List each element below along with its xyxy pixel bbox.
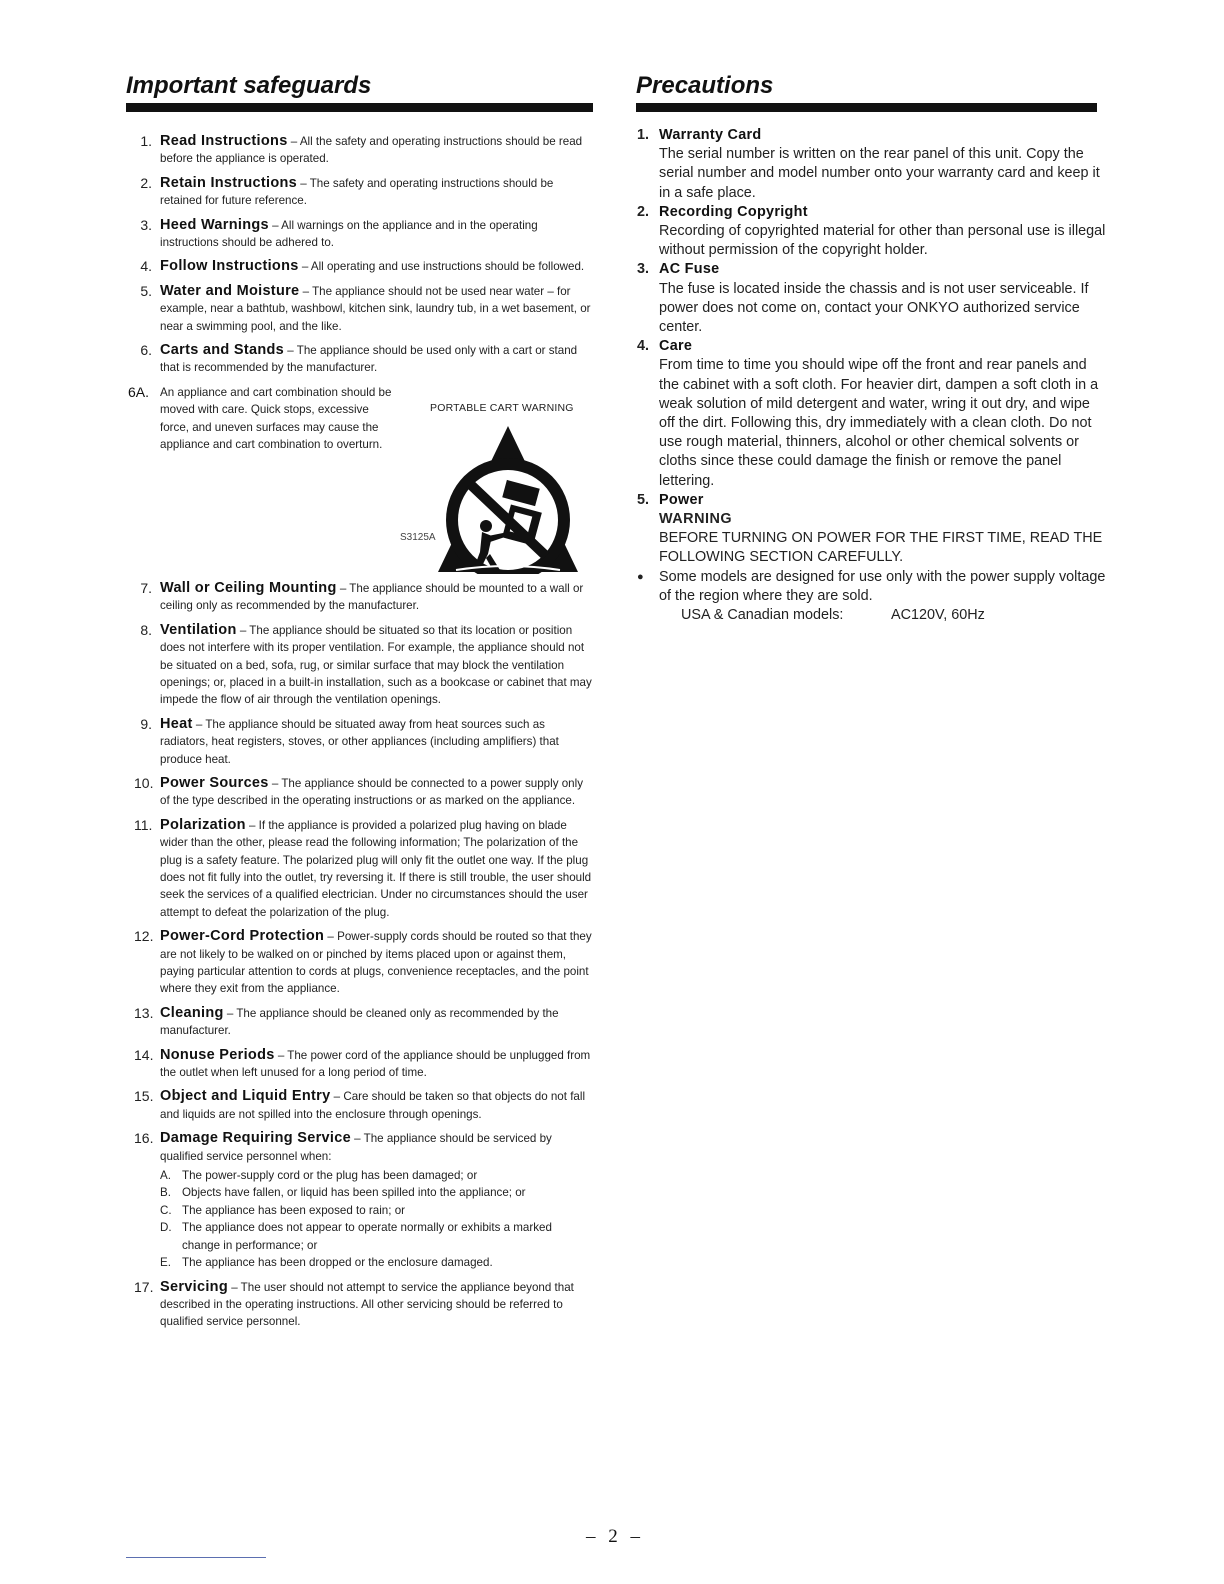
item-body: – If the appliance is provided a polarized plug having on blade wider than the other, please read the following information; The polarization of the plug is a safety feature. The polarized plug will only fit the outlet one way. If the plug does not fit fully into the outlet, try reversing it. If there is still trouble, the user should seek the services of a qualified electrician. Under no circumstances should the user attempt to defeat the polarization of the plug. bbox=[160, 818, 592, 919]
item-body: – The user should not attempt to service the appliance beyond that described in the operating instructions. All other servicing should be referred to qualified service personnel. bbox=[160, 1280, 574, 1329]
item-heading: Water and Moisture bbox=[160, 282, 300, 299]
item-number: 5. bbox=[637, 491, 650, 508]
page-number: – 2 – bbox=[586, 1526, 644, 1547]
item-body: – The appliance should be situated away from heat sources such as radiators, heat registers, stoves, or other appliances (including amplifiers) that produce heat. bbox=[160, 717, 559, 766]
item-body: – The appliance should be situated so that its location or position does not interfere with its proper ventilation. For example, the appliance should not be situated on a bed, sofa, rug, or similar surface that may block the ventilation openings; or, placed in a built-in installation, such as a bookcase or cabinet that may impede the flow of air through the ventilation openings. bbox=[160, 623, 592, 707]
precaution-item bbox=[637, 337, 1107, 491]
item-number: 12. bbox=[134, 928, 154, 945]
item-body: – The appliance should be used only with a cart or stand that is recommended by the manufacturer. bbox=[160, 344, 578, 375]
item-body: From time to time you should wipe off the front and rear panels and the cabinet with a soft cloth. For heavier dirt, dampen a soft cloth in a weak solution of mild detergent and water, wring it out dry, and wipe off the dirt. Following this, dry immediately with a clean cloth. Do not use rough material, thinners, alcohol or other chemical solvents or cloths since these could damage the finish or remove the panel lettering. bbox=[659, 357, 1099, 489]
safeguard-item bbox=[134, 1047, 592, 1082]
item-body: The fuse is located inside the chassis and is not user serviceable. If power does not come on, contact your ONKYO authorized service center. bbox=[659, 280, 1089, 336]
safeguard-item bbox=[134, 1279, 592, 1331]
item-heading: Heed Warnings bbox=[160, 216, 269, 233]
model-voltage-value: AC120V, 60Hz bbox=[891, 607, 985, 624]
precaution-item bbox=[637, 260, 1107, 337]
item-heading: Polarization bbox=[160, 816, 246, 833]
item-number: 6. bbox=[140, 342, 152, 359]
item-heading: Read Instructions bbox=[160, 133, 288, 149]
item-body: – The appliance should not be used near water – for example, near a bathtub, washbowl, kitchen sink, laundry tub, in a wet basement, or near a swimming pool, and the like. bbox=[160, 284, 591, 333]
left-title-rule bbox=[126, 103, 593, 112]
item-number: 9. bbox=[140, 715, 152, 732]
item-number: 2. bbox=[637, 203, 650, 220]
sub-letter: A. bbox=[160, 1169, 171, 1183]
item-body: – The power cord of the appliance should be unplugged from the outlet when left unused for a long period of time. bbox=[160, 1048, 591, 1080]
safeguard-item bbox=[134, 217, 592, 252]
item-heading: Carts and Stands bbox=[160, 342, 285, 359]
item-number: 6A. bbox=[128, 383, 150, 400]
sub-text: The appliance does not appear to operate normally or exhibits a marked change in performance; or bbox=[182, 1221, 552, 1252]
item-number: 4. bbox=[637, 338, 650, 355]
item-number: 3. bbox=[140, 216, 152, 233]
sub-item bbox=[160, 1202, 592, 1219]
item-number: 1. bbox=[637, 127, 650, 143]
item-number: 17. bbox=[134, 1278, 154, 1295]
safeguard-item bbox=[134, 622, 592, 709]
item-heading: Power-Cord Protection bbox=[160, 928, 325, 945]
sub-letter: E. bbox=[160, 1256, 171, 1270]
item-heading: Retain Instructions bbox=[160, 174, 298, 191]
precaution-item bbox=[637, 203, 1107, 261]
item-number: 1. bbox=[140, 133, 152, 149]
item-number: 13. bbox=[134, 1004, 154, 1021]
item-number: 7. bbox=[140, 579, 152, 596]
item-heading: Power Sources bbox=[160, 774, 269, 791]
item-heading: Ventilation bbox=[160, 621, 237, 638]
item-number: 16. bbox=[134, 1130, 154, 1147]
cart-symbol-code: S3125A bbox=[400, 531, 436, 543]
power-warning-text: BEFORE TURNING ON POWER FOR THE FIRST TIME, READ THE FOLLOWING SECTION CAREFULLY. bbox=[659, 530, 1103, 566]
sub-item bbox=[160, 1167, 592, 1184]
power-supply-note bbox=[637, 568, 1107, 626]
item-body: – The appliance should be connected to a power supply only of the type described in the operating instructions or as marked on the appliance. bbox=[160, 776, 583, 808]
sub-letter: D. bbox=[160, 1221, 172, 1235]
item-number: 5. bbox=[140, 282, 152, 299]
sub-letter: B. bbox=[160, 1186, 171, 1200]
item-body: – All warnings on the appliance and in the operating instructions should be adhered to. bbox=[160, 218, 538, 250]
sub-text: The appliance has been dropped or the enclosure damaged. bbox=[182, 1256, 493, 1270]
item-heading: Wall or Ceiling Mounting bbox=[160, 579, 337, 596]
sub-text: Objects have fallen, or liquid has been spilled into the appliance; or bbox=[182, 1186, 526, 1200]
precautions-list bbox=[637, 126, 1107, 625]
safeguard-item bbox=[134, 817, 592, 921]
bullet-icon: ● bbox=[637, 570, 644, 583]
item-body: Recording of copyrighted material for other than personal use is illegal without permission of the copyright holder. bbox=[659, 223, 1106, 259]
precaution-item bbox=[637, 126, 1107, 203]
item-heading: Cleaning bbox=[160, 1004, 224, 1021]
sub-item bbox=[160, 1254, 592, 1271]
item-body: – The appliance should be serviced by qualified service personnel when: bbox=[160, 1132, 552, 1163]
safeguard-item bbox=[134, 283, 592, 335]
power-warning-heading: WARNING bbox=[659, 511, 733, 528]
item-number: 4. bbox=[140, 258, 152, 275]
item-heading: Heat bbox=[160, 715, 193, 732]
item-body: – Care should be taken so that objects do not fall and liquids are not spilled into the enclosure through openings. bbox=[160, 1090, 586, 1121]
item-heading: Follow Instructions bbox=[160, 258, 299, 275]
item-heading: AC Fuse bbox=[659, 261, 720, 278]
safeguard-item bbox=[134, 175, 592, 210]
safeguard-item bbox=[134, 258, 592, 275]
safeguard-item bbox=[134, 133, 592, 168]
item-number: 10. bbox=[134, 774, 154, 791]
item-heading: Object and Liquid Entry bbox=[160, 1088, 331, 1105]
safeguard-item bbox=[134, 1005, 592, 1040]
item-heading: Servicing bbox=[160, 1278, 228, 1295]
item-heading: Damage Requiring Service bbox=[160, 1130, 351, 1147]
right-title-rule bbox=[636, 103, 1097, 112]
tipping-cart-icon bbox=[436, 424, 580, 574]
sub-item bbox=[160, 1219, 592, 1254]
sub-item bbox=[160, 1184, 592, 1201]
item-heading: Care bbox=[659, 338, 693, 355]
footer-divider bbox=[126, 1557, 266, 1558]
item-number: 8. bbox=[140, 621, 152, 638]
item-body: – All operating and use instructions should be followed. bbox=[298, 260, 585, 274]
item-number: 11. bbox=[134, 816, 153, 833]
safeguard-item bbox=[134, 716, 592, 768]
safeguard-item bbox=[134, 580, 592, 615]
item-number: 15. bbox=[134, 1088, 154, 1105]
sub-text: The power-supply cord or the plug has been damaged; or bbox=[182, 1169, 478, 1183]
item-heading: Recording Copyright bbox=[659, 203, 808, 220]
service-conditions-list bbox=[160, 1167, 592, 1271]
item-body: – All the safety and operating instructions should be read before the appliance is operated. bbox=[160, 135, 583, 166]
model-region-label: USA & Canadian models: bbox=[681, 607, 844, 624]
item-body: – Power-supply cords should be routed so that they are not likely to be walked on or pinched by items placed upon or against them, paying particular attention to cords at plugs, convenience receptacles, and the point where they exit from the appliance. bbox=[160, 930, 592, 996]
cart-warning-block bbox=[128, 383, 592, 580]
power-precaution bbox=[637, 491, 1107, 568]
item-heading: Power bbox=[659, 491, 704, 508]
safeguards-list bbox=[128, 133, 592, 1331]
portable-cart-warning-label: PORTABLE CART WARNING bbox=[430, 401, 574, 414]
sub-letter: C. bbox=[160, 1203, 172, 1217]
item-body: – The appliance should be mounted to a wall or ceiling only as recommended by the manufacturer. bbox=[160, 581, 584, 613]
model-voltage-row bbox=[659, 606, 1107, 625]
safeguard-item bbox=[134, 1130, 592, 1271]
power-supply-text: Some models are designed for use only with the power supply voltage of the region where they are sold. bbox=[659, 568, 1106, 604]
safeguard-item bbox=[134, 775, 592, 810]
item-heading: Warranty Card bbox=[659, 127, 762, 143]
safeguard-item bbox=[134, 1088, 592, 1123]
safeguard-item bbox=[134, 928, 592, 998]
item-body: – The safety and operating instructions should be retained for future reference. bbox=[160, 176, 554, 208]
item-number: 2. bbox=[140, 174, 152, 191]
safeguard-item bbox=[134, 342, 592, 377]
important-safeguards-title: Important safeguards bbox=[126, 72, 372, 99]
item-body: The serial number is written on the rear panel of this unit. Copy the serial number and model number onto your warranty card and keep it in a safe place. bbox=[659, 146, 1100, 201]
item-heading: Nonuse Periods bbox=[160, 1046, 275, 1063]
item-number: 3. bbox=[637, 261, 650, 278]
sub-text: The appliance has been exposed to rain; or bbox=[182, 1203, 406, 1217]
precautions-title: Precautions bbox=[636, 72, 774, 99]
item-body: – The appliance should be cleaned only as recommended by the manufacturer. bbox=[160, 1006, 559, 1038]
item-number: 14. bbox=[134, 1046, 154, 1063]
cart-warning-text: An appliance and cart combination should be moved with care. Quick stops, excessive force, and uneven surfaces may cause the appliance and cart combination to overturn. bbox=[160, 385, 392, 452]
